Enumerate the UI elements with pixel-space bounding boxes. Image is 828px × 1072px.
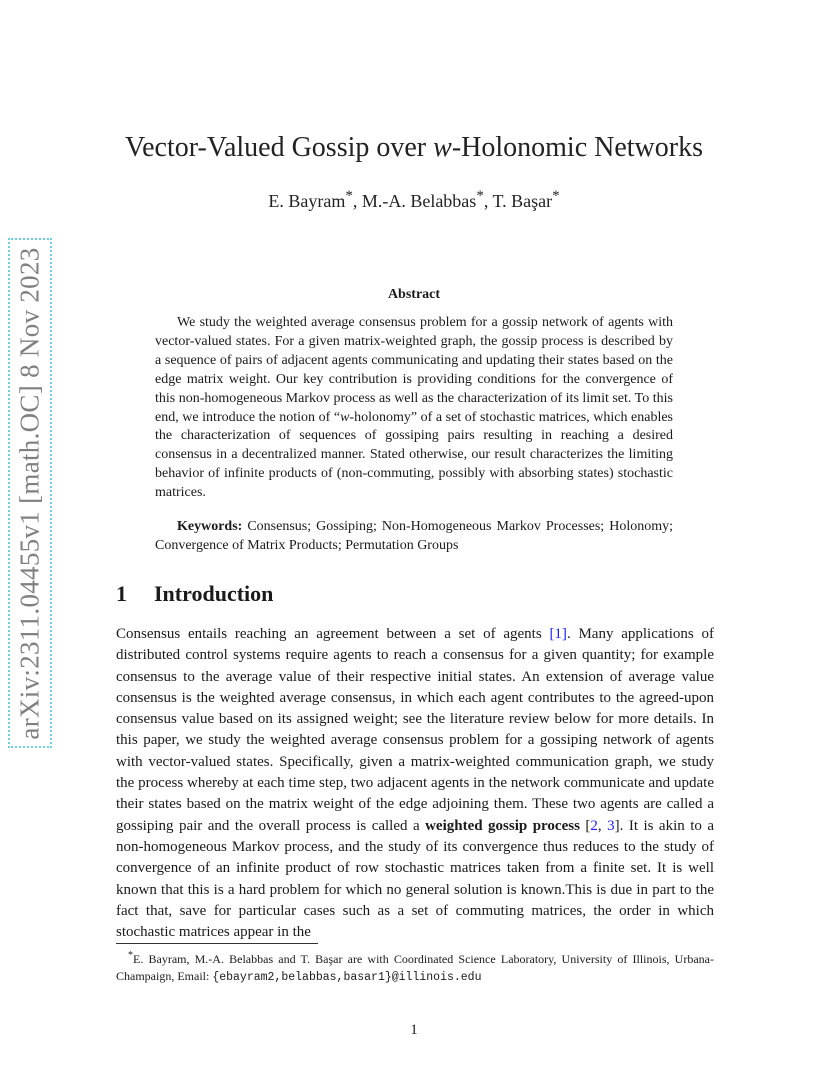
intro-text: . Many applications of distributed control systems require agents to reach a consensus for a given quantity; for example consensus to the average value of their respective initial states. An extension of average value consensus is the weighted average consensus, in which each agent contributes to the agreed-upon consensus value based on its assigned weight; see the literature review below for more details. In this paper, we study the weighted average consensus problem for a gossiping network of agents with vector-valued states. Specifically, given a matrix-weighted communication graph, we study the process whereby at each time step, two adjacent agents in the network communicate and update their states based on the matrix weight of the edge adjoining them. These two agents are called a gossiping pair and the overall process is called a	[116, 626, 714, 834]
intro-text: ,	[597, 817, 608, 834]
author-separator: ,	[352, 191, 362, 211]
intro-paragraph	[116, 624, 714, 943]
section-number: 1	[116, 581, 127, 606]
page-number: 1	[410, 1022, 418, 1038]
footnote-divider	[116, 943, 318, 944]
section-title: Introduction	[154, 581, 274, 606]
author-affiliation-mark: *	[552, 188, 560, 204]
arxiv-identifier-stamp	[8, 238, 52, 748]
title-suffix: -Holonomic Networks	[451, 132, 703, 163]
arxiv-identifier-text: arXiv:2311.04455v1 [math.OC] 8 Nov 2023	[14, 246, 45, 740]
footnote-mark: *	[128, 950, 133, 961]
author-list	[0, 188, 828, 212]
author-name: T. Başar	[492, 191, 553, 211]
abstract-symbol: w	[340, 409, 350, 425]
footnote-email: {ebayram2,belabbas,basar1}@illinois.edu	[212, 971, 482, 984]
abstract-text-part: We study the weighted average consensus problem for a gossip network of agents with vector-valued states. For a given matrix-weighted graph, the gossip process is described by a sequence of pairs of adjacent agents communicating and updating their states based on the edge matrix weight. Our key contribution is providing conditions for the convergence of this non-homogeneous Markov process as well as the characterization of its limit set. To this end, we introduce the notion of “	[155, 315, 673, 425]
intro-text: Consensus entails reaching an agreement between a set of agents	[116, 626, 550, 642]
keywords-label: Keywords:	[177, 519, 243, 534]
author-name: E. Bayram	[268, 191, 346, 211]
author-affiliation-mark: *	[476, 188, 484, 204]
paper-title	[0, 132, 828, 164]
author-name: M.-A. Belabbas	[361, 191, 477, 211]
title-prefix: Vector-Valued Gossip over	[124, 132, 434, 163]
citation-link[interactable]: 3	[607, 817, 615, 834]
keywords-text: Consensus; Gossiping; Non-Homogeneous Markov Processes; Holonomy; Convergence of Matrix Products; Permutation Groups	[155, 519, 673, 553]
footnote	[116, 947, 714, 986]
abstract-text-part: -holonomy” of a set of stochastic matrices, which enables the characterization of sequences of gossiping pairs resulting in reaching a desired consensus in a decentralized manner. Stated otherwise, our result characterizes the limiting behavior of infinite products of (non-commuting, possibly with absorbing states) stochastic matrices.	[155, 409, 673, 501]
title-symbol: w	[433, 132, 452, 163]
author-separator: ,	[483, 191, 493, 211]
intro-text: [	[579, 817, 591, 834]
citation-link[interactable]: 2	[590, 817, 598, 834]
abstract-heading: Abstract	[387, 287, 441, 302]
footnote-text: E. Bayram, M.-A. Belabbas and T. Başar are with Coordinated Science Laboratory, University of Illinois, Urbana-Champaign, Email:	[116, 952, 714, 983]
author-affiliation-mark: *	[345, 188, 353, 204]
intro-bold-term: weighted gossip process	[425, 817, 580, 834]
keywords	[155, 518, 673, 556]
abstract-text	[155, 314, 673, 503]
section-heading	[116, 581, 273, 607]
citation-link[interactable]: [1]	[549, 626, 567, 642]
intro-text: ]. It is akin to a non-homogeneous Markov process, and the study of its convergence thus reduces to the study of convergence of an infinite product of row stochastic matrices taken from a finite set. It is well known that this is a hard problem for which no general solution is known.This is due in part to the fact that, save for particular cases such as a set of commuting matrices, the order in which stochastic matrices appear in the	[116, 817, 714, 941]
